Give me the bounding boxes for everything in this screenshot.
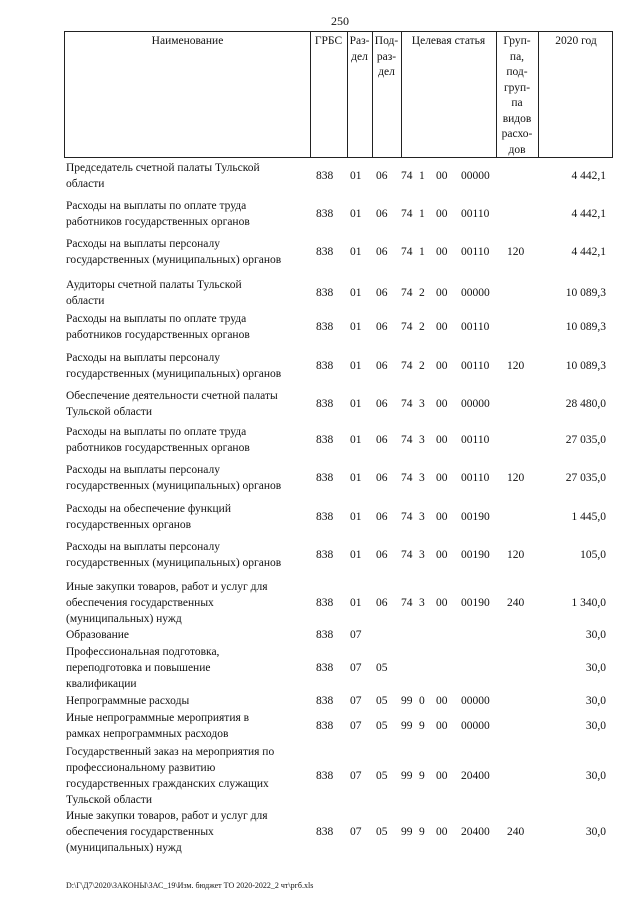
amount-cell: 4 442,1 [571, 208, 606, 220]
razdel-cell: 07 [350, 695, 362, 707]
amount-cell: 10 089,3 [565, 321, 606, 333]
podrazdel-cell: 06 [376, 511, 388, 523]
podrazdel-cell: 06 [376, 472, 388, 484]
target-code-3: 00 [436, 434, 448, 446]
expense-group-cell: 120 [507, 472, 525, 484]
target-code-3: 00 [436, 597, 448, 609]
expense-group-cell: 240 [507, 826, 525, 838]
target-code-1: 74 [401, 287, 413, 299]
podrazdel-cell: 05 [376, 826, 388, 838]
target-code-2: 1 [419, 170, 425, 182]
target-code-3: 00 [436, 208, 448, 220]
target-code-2: 3 [419, 472, 425, 484]
grbs-cell: 838 [316, 287, 334, 299]
amount-cell: 4 442,1 [571, 246, 606, 258]
row-name: Непрограммные расходы [66, 695, 190, 707]
amount-cell: 30,0 [585, 826, 606, 838]
amount-cell: 30,0 [585, 662, 606, 674]
column-divider [538, 32, 539, 157]
row-name: Иные непрограммные мероприятия в рамках непрограммных расходов [66, 712, 250, 740]
amount-cell: 1 340,0 [571, 597, 606, 609]
target-code-2: 3 [419, 511, 425, 523]
podrazdel-cell: 06 [376, 170, 388, 182]
row-name: Аудиторы счетной палаты Тульской области [66, 279, 242, 307]
target-code-1: 99 [401, 770, 413, 782]
expense-group-cell: 120 [507, 360, 525, 372]
target-code-1: 74 [401, 170, 413, 182]
razdel-cell: 01 [350, 287, 362, 299]
row-name: Обеспечение деятельности счетной палаты Тульской области [66, 390, 278, 418]
razdel-cell: 01 [350, 434, 362, 446]
grbs-cell: 838 [316, 511, 334, 523]
expense-group-cell: 120 [507, 549, 525, 561]
row-name: Председатель счетной палаты Тульской области [66, 162, 260, 190]
podrazdel-cell: 06 [376, 549, 388, 561]
grbs-cell: 838 [316, 770, 334, 782]
target-code-1: 74 [401, 398, 413, 410]
amount-cell: 4 442,1 [571, 170, 606, 182]
target-code-3: 00 [436, 770, 448, 782]
amount-cell: 105,0 [580, 549, 606, 561]
amount-cell: 10 089,3 [565, 360, 606, 372]
expense-group-cell: 240 [507, 597, 525, 609]
target-code-3: 00 [436, 360, 448, 372]
razdel-cell: 01 [350, 208, 362, 220]
column-divider [310, 32, 311, 157]
grbs-cell: 838 [316, 597, 334, 609]
column-divider [401, 32, 402, 157]
row-name: Расходы на выплаты персоналу государственных (муниципальных) органов [66, 238, 282, 266]
podrazdel-cell: 06 [376, 321, 388, 333]
podrazdel-cell: 06 [376, 398, 388, 410]
razdel-cell: 07 [350, 826, 362, 838]
target-code-4: 20400 [461, 770, 490, 782]
amount-cell: 1 445,0 [571, 511, 606, 523]
razdel-cell: 01 [350, 549, 362, 561]
header-name: Наименование [151, 35, 224, 47]
row-name: Расходы на выплаты по оплате труда работников государственных органов [66, 200, 250, 228]
header-group: Груп- па, под- груп- па видов расхо- дов [501, 35, 533, 156]
target-code-4: 00110 [461, 434, 490, 446]
target-code-2: 3 [419, 597, 425, 609]
target-code-4: 00190 [461, 549, 490, 561]
grbs-cell: 838 [316, 472, 334, 484]
amount-cell: 30,0 [585, 720, 606, 732]
target-code-3: 00 [436, 246, 448, 258]
podrazdel-cell: 05 [376, 662, 388, 674]
target-code-4: 00000 [461, 720, 490, 732]
target-code-1: 74 [401, 360, 413, 372]
target-code-1: 74 [401, 472, 413, 484]
razdel-cell: 01 [350, 321, 362, 333]
target-code-4: 00110 [461, 246, 490, 258]
target-code-1: 74 [401, 321, 413, 333]
target-code-3: 00 [436, 720, 448, 732]
grbs-cell: 838 [316, 549, 334, 561]
target-code-2: 0 [419, 695, 425, 707]
grbs-cell: 838 [316, 629, 334, 641]
target-code-2: 9 [419, 770, 425, 782]
razdel-cell: 01 [350, 472, 362, 484]
target-code-4: 00110 [461, 321, 490, 333]
amount-cell: 28 480,0 [565, 398, 606, 410]
row-name: Государственный заказ на мероприятия по профессиональному развитию государственных гражданских служащих Тульской области [66, 746, 275, 806]
target-code-1: 74 [401, 511, 413, 523]
grbs-cell: 838 [316, 321, 334, 333]
target-code-1: 74 [401, 597, 413, 609]
podrazdel-cell: 06 [376, 246, 388, 258]
amount-cell: 30,0 [585, 695, 606, 707]
target-code-3: 00 [436, 511, 448, 523]
target-code-2: 2 [419, 360, 425, 372]
target-code-1: 74 [401, 208, 413, 220]
header-target: Целевая статья [411, 35, 486, 47]
table-header [64, 31, 613, 158]
header-razdel: Раз- дел [349, 35, 370, 63]
target-code-1: 74 [401, 549, 413, 561]
podrazdel-cell: 05 [376, 695, 388, 707]
row-name: Образование [66, 629, 130, 641]
header-year: 2020 год [555, 35, 597, 47]
grbs-cell: 838 [316, 360, 334, 372]
grbs-cell: 838 [316, 695, 334, 707]
grbs-cell: 838 [316, 720, 334, 732]
header-podrazdel: Под- раз- дел [374, 35, 399, 78]
target-code-2: 9 [419, 720, 425, 732]
target-code-3: 00 [436, 695, 448, 707]
page-number: 250 [331, 14, 349, 28]
podrazdel-cell: 06 [376, 434, 388, 446]
target-code-2: 2 [419, 287, 425, 299]
razdel-cell: 01 [350, 398, 362, 410]
razdel-cell: 07 [350, 662, 362, 674]
expense-group-cell: 120 [507, 246, 525, 258]
target-code-2: 3 [419, 549, 425, 561]
amount-cell: 27 035,0 [565, 472, 606, 484]
podrazdel-cell: 06 [376, 208, 388, 220]
target-code-2: 3 [419, 398, 425, 410]
razdel-cell: 07 [350, 629, 362, 641]
grbs-cell: 838 [316, 662, 334, 674]
razdel-cell: 01 [350, 170, 362, 182]
target-code-1: 74 [401, 246, 413, 258]
podrazdel-cell: 05 [376, 770, 388, 782]
row-name: Иные закупки товаров, работ и услуг для обеспечения государственных (муниципальных) нужд [66, 581, 268, 625]
amount-cell: 10 089,3 [565, 287, 606, 299]
row-name: Расходы на выплаты персоналу государственных (муниципальных) органов [66, 541, 282, 569]
target-code-2: 2 [419, 321, 425, 333]
grbs-cell: 838 [316, 208, 334, 220]
row-name: Профессиональная подготовка, переподготовка и повышение квалификации [66, 646, 220, 690]
target-code-4: 00190 [461, 597, 490, 609]
target-code-4: 00000 [461, 695, 490, 707]
grbs-cell: 838 [316, 246, 334, 258]
podrazdel-cell: 06 [376, 597, 388, 609]
amount-cell: 30,0 [585, 629, 606, 641]
grbs-cell: 838 [316, 434, 334, 446]
target-code-2: 1 [419, 246, 425, 258]
target-code-3: 00 [436, 170, 448, 182]
target-code-1: 99 [401, 826, 413, 838]
row-name: Расходы на выплаты персоналу государственных (муниципальных) органов [66, 464, 282, 492]
target-code-4: 00110 [461, 208, 490, 220]
header-grbs: ГРБС [314, 35, 343, 47]
target-code-1: 99 [401, 720, 413, 732]
row-name: Иные закупки товаров, работ и услуг для обеспечения государственных (муниципальных) нужд [66, 810, 268, 854]
target-code-2: 9 [419, 826, 425, 838]
razdel-cell: 01 [350, 246, 362, 258]
amount-cell: 30,0 [585, 770, 606, 782]
row-name: Расходы на выплаты по оплате труда работников государственных органов [66, 426, 250, 454]
target-code-4: 00000 [461, 398, 490, 410]
row-name: Расходы на выплаты персоналу государственных (муниципальных) органов [66, 352, 282, 380]
razdel-cell: 07 [350, 720, 362, 732]
target-code-1: 99 [401, 695, 413, 707]
target-code-4: 00000 [461, 170, 490, 182]
razdel-cell: 01 [350, 511, 362, 523]
target-code-3: 00 [436, 472, 448, 484]
target-code-2: 1 [419, 208, 425, 220]
target-code-4: 00190 [461, 511, 490, 523]
target-code-4: 00110 [461, 472, 490, 484]
grbs-cell: 838 [316, 398, 334, 410]
razdel-cell: 01 [350, 597, 362, 609]
file-path: D:\Г\Д7\2020\ЗАКОНЫ\ЗАС_19\Изм. бюджет ТО 2020-2022_2 чт\ргб.xls [66, 881, 314, 890]
target-code-3: 00 [436, 287, 448, 299]
target-code-4: 00000 [461, 287, 490, 299]
podrazdel-cell: 06 [376, 360, 388, 372]
podrazdel-cell: 05 [376, 720, 388, 732]
target-code-1: 74 [401, 434, 413, 446]
target-code-3: 00 [436, 398, 448, 410]
target-code-3: 00 [436, 826, 448, 838]
amount-cell: 27 035,0 [565, 434, 606, 446]
target-code-2: 3 [419, 434, 425, 446]
podrazdel-cell: 06 [376, 287, 388, 299]
row-name: Расходы на выплаты по оплате труда работников государственных органов [66, 313, 250, 341]
target-code-3: 00 [436, 549, 448, 561]
row-name: Расходы на обеспечение функций государственных органов [66, 503, 231, 531]
grbs-cell: 838 [316, 170, 334, 182]
target-code-3: 00 [436, 321, 448, 333]
razdel-cell: 07 [350, 770, 362, 782]
target-code-4: 20400 [461, 826, 490, 838]
razdel-cell: 01 [350, 360, 362, 372]
target-code-4: 00110 [461, 360, 490, 372]
grbs-cell: 838 [316, 826, 334, 838]
